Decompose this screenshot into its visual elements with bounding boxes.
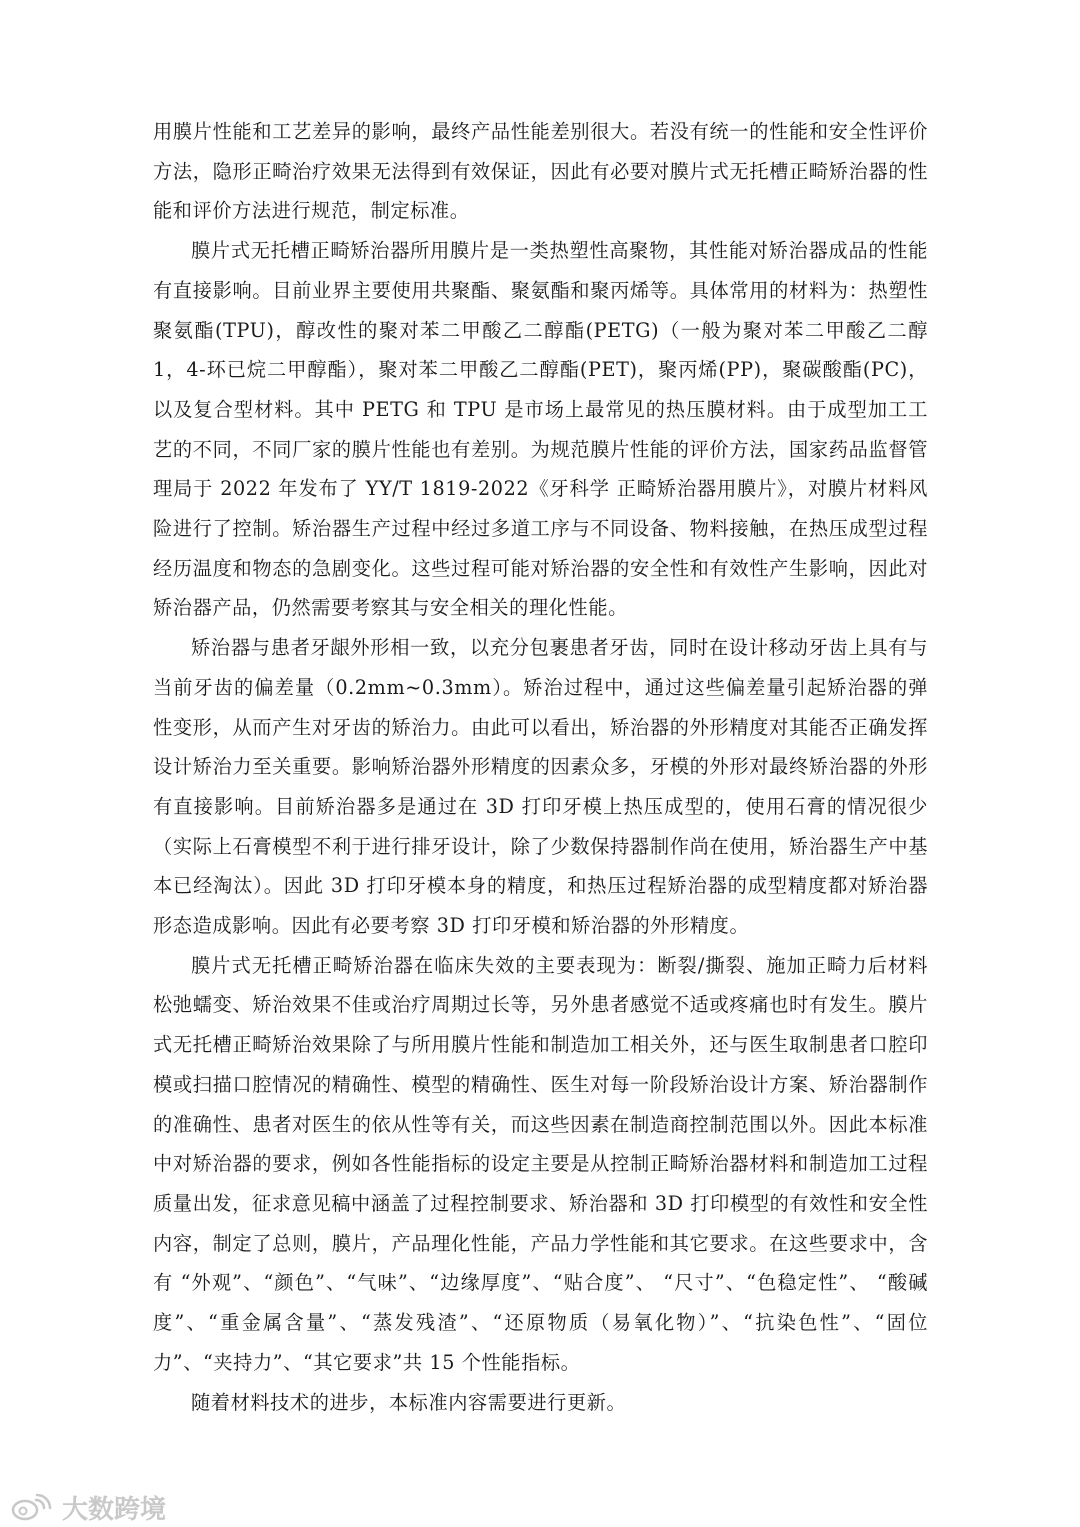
paragraph-1: 用膜片性能和工艺差异的影响，最终产品性能差别很大。若没有统一的性能和安全性评价方法，隐形正畸治疗效果无法得到有效保证，因此有必要对膜片式无托槽正畸矫治器的性能和评价方法进行规范，制定标准。 <box>153 120 928 223</box>
paragraph-3: 矫治器与患者牙龈外形相一致，以充分包裹患者牙齿，同时在设计移动牙齿上具有与当前牙齿的偏差量（0.2mm~0.3mm）。矫治过程中，通过这些偏差量引起矫治器的弹性变形，从而产生对牙齿的矫治力。由此可以看出，矫治器的外形精度对其能否正确发挥设计矫治力至关重要。影响矫治器外形精度的因素众多，牙模的外形对最终矫治器的外形有直接影响。目前矫治器多是通过在 3D 打印牙模上热压成型的，使用石膏的情况很少（实际上石膏模型不利于进行排牙设计，除了少数保持器制作尚在使用，矫治器生产中基本已经淘汰）。因此 3D 打印牙模本身的精度，和热压过程矫治器的成型精度都对矫治器形态造成影响。因此有必要考察 3D 打印牙模和矫治器的外形精度。 <box>153 636 928 938</box>
watermark <box>10 1490 166 1524</box>
watermark-text: 大数跨境 <box>62 1494 167 1525</box>
paragraph-5: 随着材料技术的进步，本标准内容需要进行更新。 <box>191 1390 627 1414</box>
weibo-logo-icon <box>10 1492 56 1522</box>
paragraph-2: 膜片式无托槽正畸矫治器所用膜片是一类热塑性高聚物，其性能对矫治器成品的性能有直接影响。目前业界主要使用共聚酯、聚氨酯和聚丙烯等。具体常用的材料为：热塑性聚氨酯(TPU)，醇改性的聚对苯二甲酸乙二醇酯(PETG)（一般为聚对苯二甲酸乙二醇 1，4-环已烷二甲醇酯），聚对苯二甲酸乙二醇酯(PET)，聚丙烯(PP)，聚碳酸酯(PC)，以及复合型材料。其中 PETG 和 TPU 是市场上最常见的热压膜材料。由于成型加工工艺的不同，不同厂家的膜片性能也有差别。为规范膜片性能的评价方法，国家药品监督管理局于 2022 年发布了 YY/T 1819-2022《牙科学 正畸矫治器用膜片》，对膜片材料风险进行了控制。矫治器生产过程中经过多道工序与不同设备、物料接触，在热压成型过程经历温度和物态的急剧变化。这些过程可能对矫治器的安全性和有效性产生影响，因此对矫治器产品，仍然需要考察其与安全相关的理化性能。 <box>153 239 928 620</box>
paragraph-4: 膜片式无托槽正畸矫治器在临床失效的主要表现为：断裂/撕裂、施加正畸力后材料松弛蠕变、矫治效果不佳或治疗周期过长等，另外患者感觉不适或疼痛也时有发生。膜片式无托槽正畸矫治效果除了与所用膜片性能和制造加工相关外，还与医生取制患者口腔印模或扫描口腔情况的精确性、模型的精确性、医生对每一阶段矫治设计方案、矫治器制作的准确性、患者对医生的依从性等有关，而这些因素在制造商控制范围以外。因此本标准中对矫治器的要求，例如各性能指标的设定主要是从控制正畸矫治器材料和制造加工过程质量出发，征求意见稿中涵盖了过程控制要求、矫治器和 3D 打印模型的有效性和安全性内容，制定了总则，膜片，产品理化性能，产品力学性能和其它要求。在这些要求中，含有 “外观”、“颜色”、“气味”、“边缘厚度”、“贴合度”、 “尺寸”、“色稳定性”、 “酸碱度”、“重金属含量”、“蒸发残渣”、“还原物质（易氧化物）”、“抗染色性”、“固位力”、“夹持力”、“其它要求”共 15 个性能指标。 <box>153 953 928 1374</box>
document-body <box>153 112 928 1422</box>
